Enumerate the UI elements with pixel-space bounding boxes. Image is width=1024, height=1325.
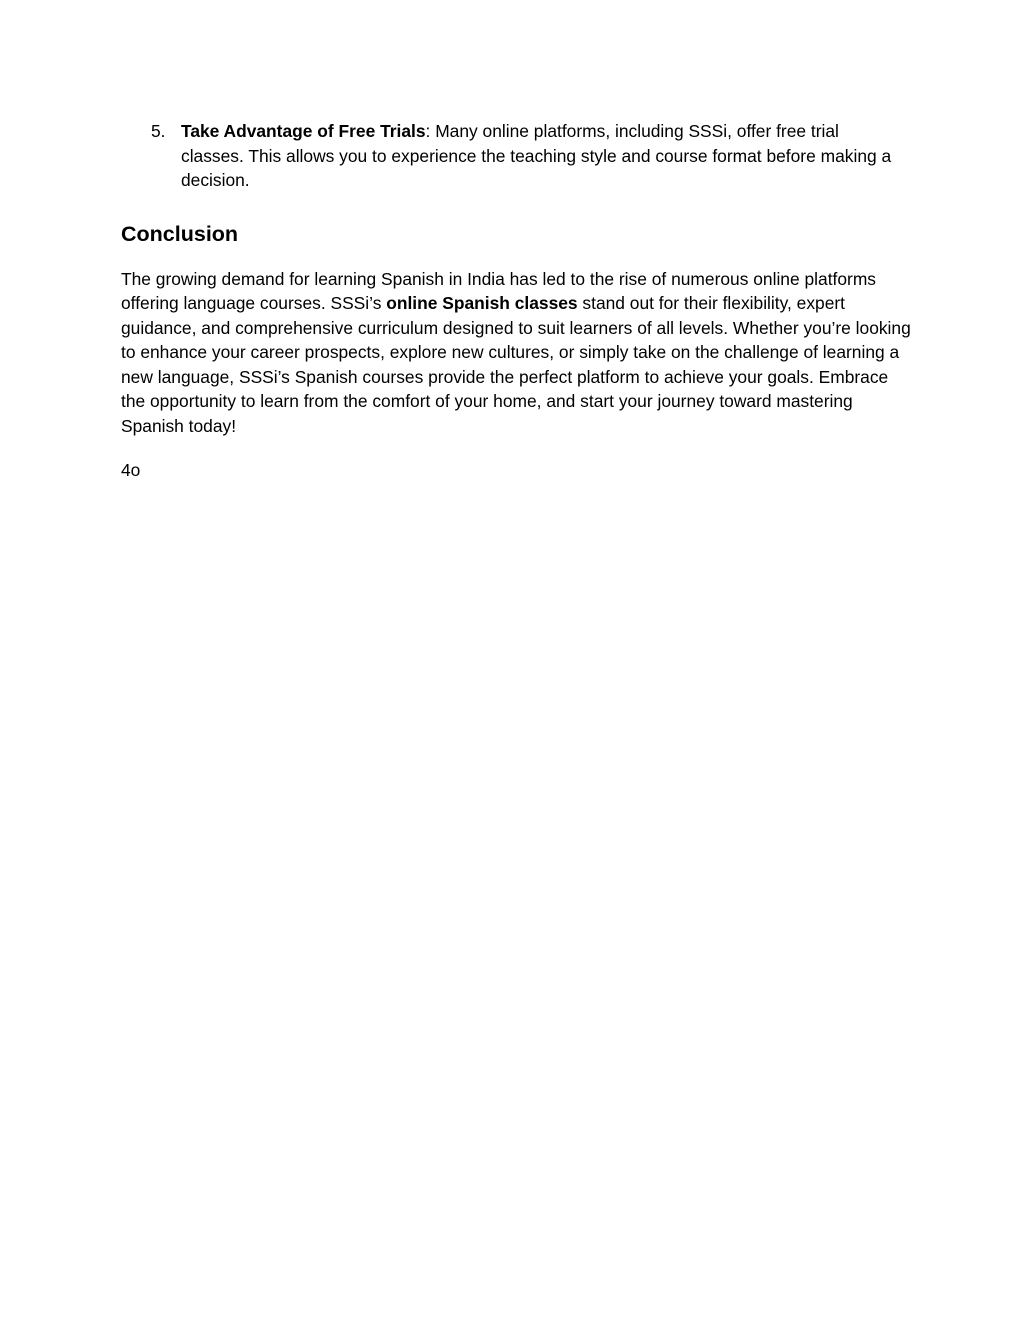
list-item-free-trials xyxy=(121,119,911,193)
list-item-text xyxy=(181,119,896,193)
conclusion-heading: Conclusion xyxy=(121,221,239,246)
document-content xyxy=(121,119,911,483)
conclusion-bold-phrase: online Spanish classes xyxy=(386,293,578,313)
conclusion-text-part2: stand out for their flexibility, expert guidance, and comprehensive curriculum designed to suit learners of all levels. Whether you’re looking to enhance your career prospects, explore new cultures, or simply take on the challenge of learning a new language, SSSi’s Spanish courses provide the perfect platform to achieve your goals. Embrace the opportunity to learn from the comfort of your home, and start your journey toward mastering Spanish today! xyxy=(121,293,911,436)
conclusion-paragraph xyxy=(121,267,911,439)
list-item-body: : Many online platforms, including SSSi, offer free trial classes. This allows you to experience the teaching style and course format before making a decision. xyxy=(181,121,892,190)
list-item-bold-lead: Take Advantage of Free Trials xyxy=(181,121,426,141)
conclusion-text-part1: The growing demand for learning Spanish in India has led to the rise of numerous online platforms offering language courses. SSSi’s xyxy=(121,268,876,313)
trailing-text: 4o xyxy=(121,460,141,480)
list-item-number: 5. xyxy=(151,121,166,141)
